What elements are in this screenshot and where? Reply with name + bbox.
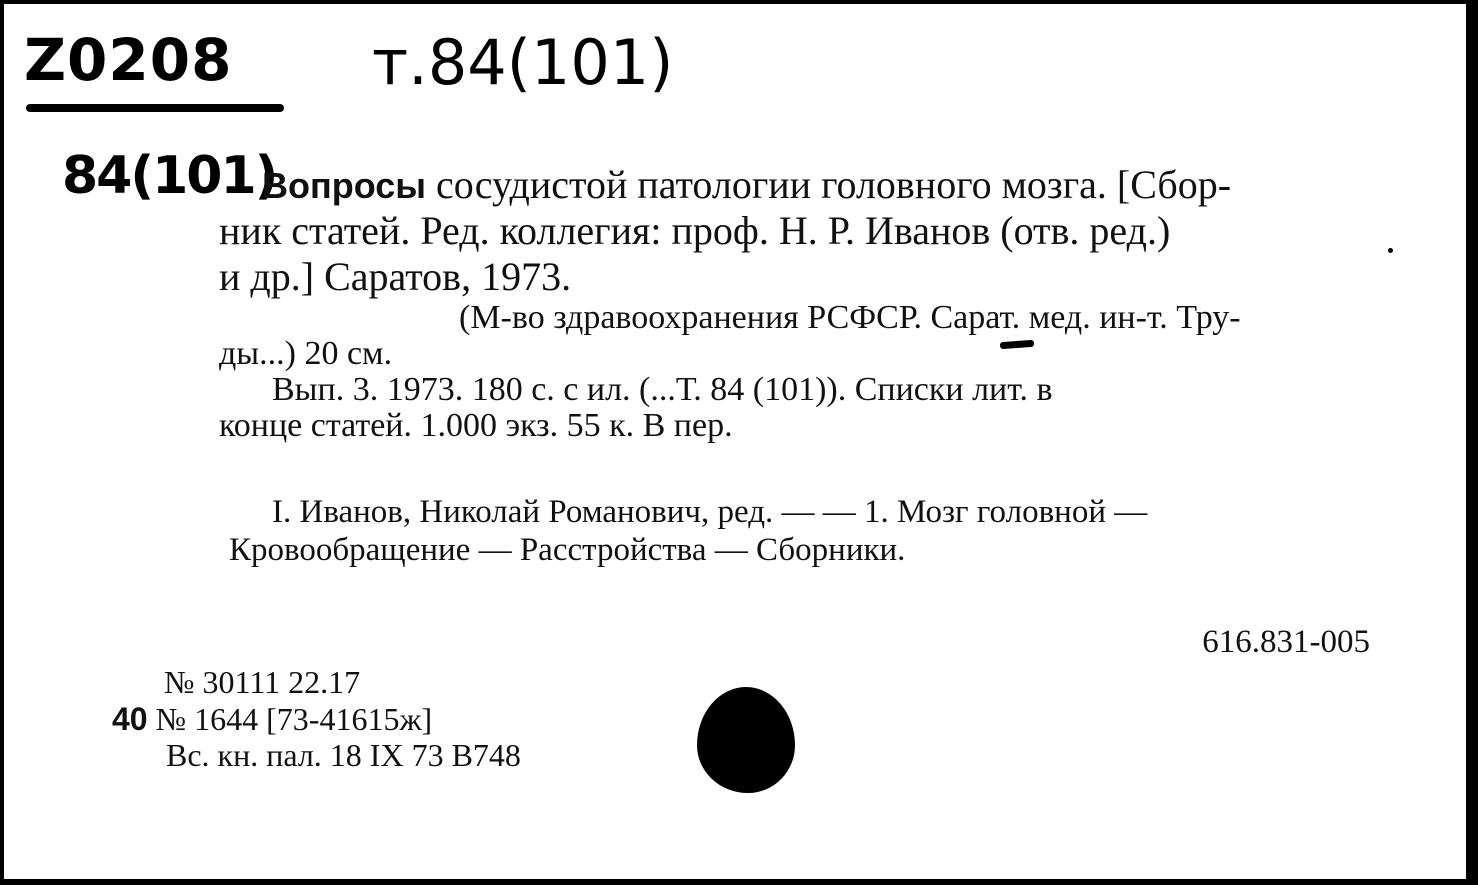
handwritten-shelfmark: 84(101)	[62, 146, 277, 206]
punch-hole	[697, 687, 795, 793]
handwritten-volume-note: т.84(101)	[372, 26, 674, 99]
card-number-prefix: 40	[112, 701, 148, 737]
series-note-line-2: ды...) 20 см.	[219, 335, 393, 372]
udc-code: 616.831-005	[1202, 624, 1370, 660]
card-number-line-1: № 30111 22.17	[164, 664, 361, 700]
issue-line-1: Вып. 3. 1973. 180 с. с ил. (...Т. 84 (101)). Списки лит. в	[272, 371, 1053, 408]
book-chamber-line: Вс. кн. пал. 18 IX 73 В748	[166, 737, 521, 773]
title-line-2: ник статей. Ред. коллегия: проф. Н. Р. Иванов (отв. ред.)	[219, 208, 1171, 253]
handwritten-catalog-id: Z0208	[24, 26, 233, 94]
title-first-word: Вопросы	[262, 165, 427, 206]
ink-dot	[1388, 248, 1393, 253]
title-line-3: и др.] Саратов, 1973.	[219, 254, 572, 299]
handwritten-underline	[26, 104, 284, 112]
series-note-line-1: (М-во здравоохранения РСФСР. Сарат. мед. ин-т. Тру-	[459, 299, 1241, 336]
title-line-1-text: сосудистой патологии головного мозга. [Сбор-	[426, 162, 1232, 207]
pen-mark	[1000, 340, 1034, 349]
issue-line-2: конце статей. 1.000 экз. 55 к. В пер.	[219, 407, 733, 444]
tracing-line-2: Кровообращение — Расстройства — Сборники.	[229, 532, 906, 568]
title-line-1	[262, 162, 1231, 209]
card-number-line-2-text: № 1644 [73-41615ж]	[147, 701, 433, 737]
tracing-line-1: I. Иванов, Николай Романович, ред. — — 1. Мозг головной —	[272, 494, 1148, 530]
card-number-line-2	[112, 701, 432, 738]
